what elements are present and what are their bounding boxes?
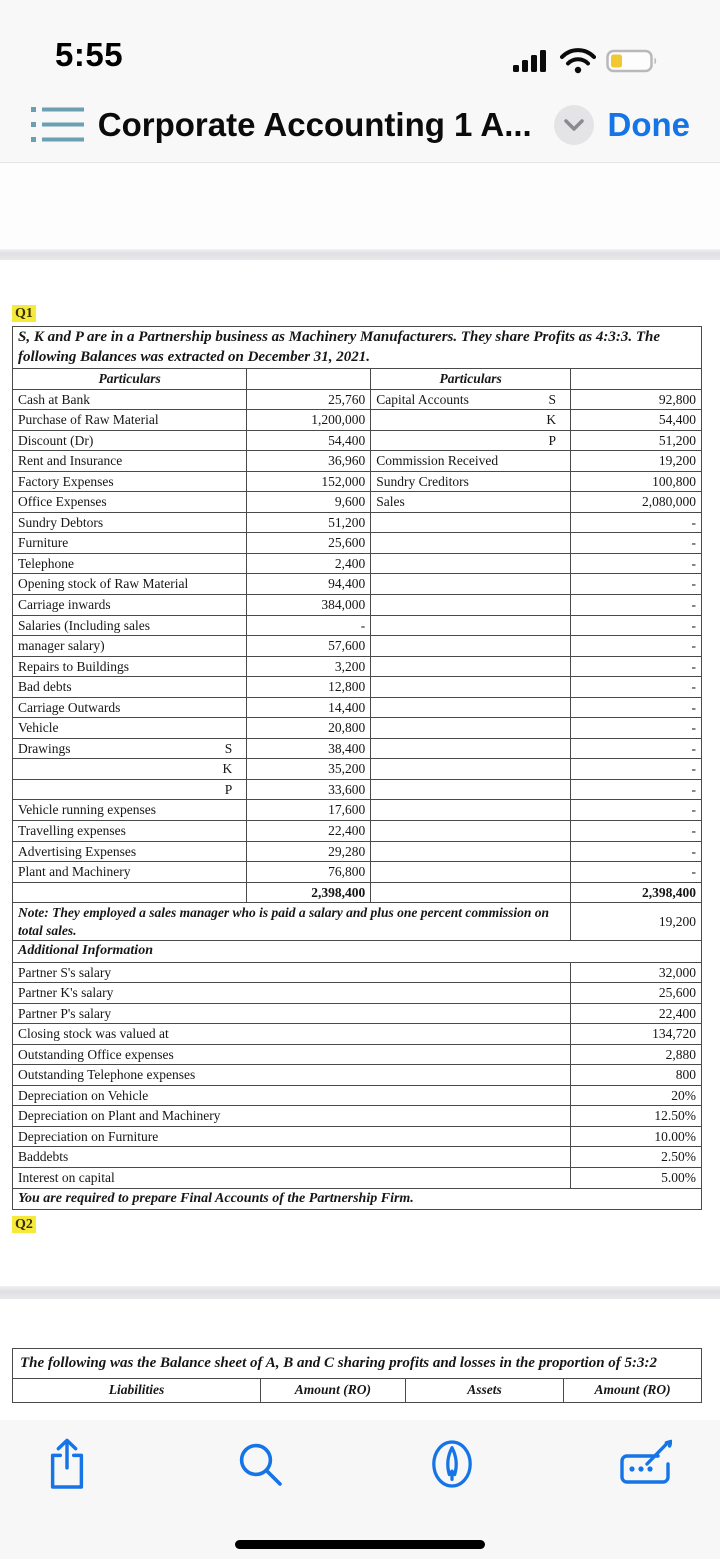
header-row: [13, 369, 702, 390]
document-page-2: [0, 1299, 720, 1420]
additional-info-label: Partner S's salary: [13, 962, 571, 983]
additional-info-value: 134,720: [571, 1024, 702, 1045]
amount-cell: -: [571, 759, 702, 780]
particulars-cell: [371, 862, 571, 883]
table-row: [13, 800, 702, 821]
table-row: [13, 677, 702, 698]
amount-ro-header-left: Amount (RO): [261, 1378, 406, 1402]
question-2-intro-text: The following was the Balance sheet of A, B and C sharing profits and losses in the proportion of 5:3:2: [13, 1349, 702, 1379]
particulars-cell: Repairs to Buildings: [13, 656, 247, 677]
additional-info-row: [13, 962, 702, 983]
particulars-header-right: Particulars: [371, 369, 571, 390]
amount-cell: 2,398,400: [571, 882, 702, 903]
particulars-cell: Telephone: [13, 553, 247, 574]
additional-info-label: Partner P's salary: [13, 1003, 571, 1024]
additional-info-row: [13, 1147, 702, 1168]
amount-cell: 14,400: [247, 697, 371, 718]
particulars-cell: [371, 882, 571, 903]
additional-info-value: 22,400: [571, 1003, 702, 1024]
table-row: [13, 430, 702, 451]
particulars-cell: [371, 574, 571, 595]
balances-rows: [13, 389, 702, 903]
page-separator: [0, 249, 720, 260]
amount-cell: -: [571, 615, 702, 636]
particulars-cell: [371, 512, 571, 533]
liabilities-header: Liabilities: [13, 1378, 261, 1402]
additional-info-label: Depreciation on Vehicle: [13, 1085, 571, 1106]
additional-info-label: Interest on capital: [13, 1167, 571, 1188]
amount-cell: 19,200: [571, 451, 702, 472]
amount-cell: 35,200: [247, 759, 371, 780]
requirement-row: [13, 1188, 702, 1209]
additional-info-value: 32,000: [571, 962, 702, 983]
particulars-cell: Carriage inwards: [13, 595, 247, 616]
amount-cell: 100,800: [571, 471, 702, 492]
additional-info-row: [13, 1167, 702, 1188]
amount-cell: 20,800: [247, 718, 371, 739]
particulars-cell: P: [13, 779, 247, 800]
table-row: [13, 410, 702, 431]
additional-info-label: Depreciation on Plant and Machinery: [13, 1106, 571, 1127]
amount-cell: 38,400: [247, 738, 371, 759]
wifi-icon: [560, 48, 596, 74]
amount-cell: 9,600: [247, 492, 371, 513]
particulars-cell: [371, 553, 571, 574]
particulars-cell: Bad debts: [13, 677, 247, 698]
amount-cell: -: [571, 533, 702, 554]
amount-cell: -: [571, 779, 702, 800]
amount-cell: 36,960: [247, 451, 371, 472]
table-row: [13, 492, 702, 513]
particulars-cell: [371, 697, 571, 718]
bottom-toolbar: [0, 1420, 720, 1559]
particulars-cell: manager salary): [13, 636, 247, 657]
additional-info-value: 2.50%: [571, 1147, 702, 1168]
top-chrome: [0, 0, 720, 163]
amount-cell: -: [247, 615, 371, 636]
additional-info-row: [13, 1106, 702, 1127]
particulars-cell: Discount (Dr): [13, 430, 247, 451]
particulars-cell: K: [13, 759, 247, 780]
amount-cell: 51,200: [247, 512, 371, 533]
additional-info-label: Baddebts: [13, 1147, 571, 1168]
particulars-cell: P: [371, 430, 571, 451]
additional-info-value: 2,880: [571, 1044, 702, 1065]
amount-cell: 2,400: [247, 553, 371, 574]
particulars-cell: [371, 533, 571, 554]
additional-info-row: [13, 1003, 702, 1024]
markup-pen-icon: [429, 1438, 475, 1490]
amount-cell: 1,200,000: [247, 410, 371, 431]
search-button[interactable]: [233, 1436, 287, 1492]
amount-cell: 25,760: [247, 389, 371, 410]
note-value: 19,200: [571, 903, 702, 941]
amount-cell: 92,800: [571, 389, 702, 410]
additional-info-value: 12.50%: [571, 1106, 702, 1127]
table-row: [13, 615, 702, 636]
particulars-cell: Opening stock of Raw Material: [13, 574, 247, 595]
table-row: [13, 821, 702, 842]
amount-cell: 76,800: [247, 862, 371, 883]
table-row: [13, 718, 702, 739]
battery-icon: [606, 48, 660, 74]
particulars-cell: Rent and Insurance: [13, 451, 247, 472]
particulars-cell: Vehicle running expenses: [13, 800, 247, 821]
particulars-cell: [371, 677, 571, 698]
additional-info-row: [13, 983, 702, 1004]
additional-info-label: Outstanding Office expenses: [13, 1044, 571, 1065]
document-title: Corporate Accounting 1 A...: [97, 106, 532, 143]
table-row: [13, 759, 702, 780]
amount-header-right: [571, 369, 702, 390]
additional-info-label: Partner K's salary: [13, 983, 571, 1004]
table-row: [13, 553, 702, 574]
amount-cell: 384,000: [247, 595, 371, 616]
amount-cell: 2,398,400: [247, 882, 371, 903]
table-row: [13, 697, 702, 718]
amount-ro-header-right: Amount (RO): [564, 1378, 702, 1402]
particulars-cell: Advertising Expenses: [13, 841, 247, 862]
particulars-cell: Sales: [371, 492, 571, 513]
additional-info-label: Depreciation on Furniture: [13, 1126, 571, 1147]
table-row: [13, 595, 702, 616]
chevron-down-icon: [564, 119, 584, 131]
status-time: 5:55: [55, 36, 124, 73]
page-separator-2: [0, 1286, 720, 1299]
question-2-label: Q2: [12, 1216, 36, 1233]
particulars-cell: K: [371, 410, 571, 431]
additional-info-value: 10.00%: [571, 1126, 702, 1147]
particulars-cell: Travelling expenses: [13, 821, 247, 842]
trial-balance-table: [12, 326, 702, 1210]
question-1-label: Q1: [12, 305, 36, 322]
particulars-cell: Carriage Outwards: [13, 697, 247, 718]
additional-info-title: Additional Information: [13, 941, 702, 962]
particulars-cell: Sundry Debtors: [13, 512, 247, 533]
amount-cell: 57,600: [247, 636, 371, 657]
amount-cell: -: [571, 574, 702, 595]
amount-cell: -: [571, 718, 702, 739]
amount-cell: -: [571, 553, 702, 574]
particulars-cell: Drawings S: [13, 738, 247, 759]
particulars-cell: Capital Accounts S: [371, 389, 571, 410]
question-intro-text: S, K and P are in a Partnership business as Machinery Manufacturers. They share Profits as 4:3:3. The following Balances was extracted on December 31, 2021.: [13, 327, 702, 369]
additional-info-value: 20%: [571, 1085, 702, 1106]
additional-info-row: [13, 1044, 702, 1065]
particulars-header-left: Particulars: [13, 369, 247, 390]
table-row: [13, 738, 702, 759]
amount-cell: 152,000: [247, 471, 371, 492]
requirement-text: You are required to prepare Final Accounts of the Partnership Firm.: [13, 1188, 702, 1209]
additional-info-value: 5.00%: [571, 1167, 702, 1188]
document-page-1: [0, 260, 720, 1286]
particulars-cell: Sundry Creditors: [371, 471, 571, 492]
home-indicator[interactable]: [235, 1540, 485, 1549]
header-row-2: [13, 1378, 702, 1402]
additional-info-row: [13, 1024, 702, 1045]
additional-info-row: [13, 1065, 702, 1086]
title-menu-button[interactable]: [554, 105, 594, 145]
particulars-cell: [371, 718, 571, 739]
amount-cell: -: [571, 841, 702, 862]
table-row: [13, 471, 702, 492]
particulars-cell: [13, 882, 247, 903]
status-bar: [0, 0, 720, 88]
amount-header-left: [247, 369, 371, 390]
particulars-cell: [371, 636, 571, 657]
particulars-cell: Salaries (Including sales: [13, 615, 247, 636]
particulars-cell: Purchase of Raw Material: [13, 410, 247, 431]
amount-cell: -: [571, 800, 702, 821]
table-row: [13, 389, 702, 410]
search-icon: [236, 1440, 284, 1488]
signature-button[interactable]: [618, 1436, 672, 1492]
particulars-cell: [371, 595, 571, 616]
markup-button[interactable]: [425, 1436, 479, 1492]
table-row: [13, 779, 702, 800]
particulars-cell: Commission Received: [371, 451, 571, 472]
additional-info-label: Closing stock was valued at: [13, 1024, 571, 1045]
amount-cell: -: [571, 862, 702, 883]
amount-cell: 33,600: [247, 779, 371, 800]
note-row: [13, 903, 702, 941]
particulars-cell: Plant and Machinery: [13, 862, 247, 883]
table-row: [13, 636, 702, 657]
table-row: [13, 574, 702, 595]
amount-cell: 3,200: [247, 656, 371, 677]
particulars-cell: [371, 841, 571, 862]
note-text: Note: They employed a sales manager who is paid a salary and plus one percent commission on total sales.: [13, 903, 571, 941]
amount-cell: 94,400: [247, 574, 371, 595]
balance-sheet-table: [12, 1348, 702, 1403]
page-gap: [0, 163, 720, 249]
share-icon: [44, 1437, 90, 1491]
table-row: [13, 512, 702, 533]
amount-cell: 22,400: [247, 821, 371, 842]
amount-cell: -: [571, 677, 702, 698]
nav-bar: [0, 88, 720, 162]
amount-cell: -: [571, 821, 702, 842]
bullet-list-icon: [30, 104, 86, 146]
amount-cell: 2,080,000: [571, 492, 702, 513]
share-button[interactable]: [40, 1436, 94, 1492]
amount-cell: -: [571, 697, 702, 718]
cellular-signal-icon: [512, 48, 550, 74]
amount-cell: 17,600: [247, 800, 371, 821]
signature-icon: [618, 1439, 672, 1489]
additional-info-value: 800: [571, 1065, 702, 1086]
additional-info-title-row: [13, 941, 702, 962]
amount-cell: 51,200: [571, 430, 702, 451]
amount-cell: 54,400: [247, 430, 371, 451]
intro-row-2: [13, 1349, 702, 1379]
particulars-cell: Factory Expenses: [13, 471, 247, 492]
amount-cell: 12,800: [247, 677, 371, 698]
particulars-cell: [371, 821, 571, 842]
status-icons: [512, 48, 660, 74]
table-row: [13, 862, 702, 883]
amount-cell: 54,400: [571, 410, 702, 431]
intro-row: [13, 327, 702, 369]
particulars-cell: [371, 656, 571, 677]
amount-cell: 25,600: [247, 533, 371, 554]
amount-cell: 29,280: [247, 841, 371, 862]
particulars-cell: Vehicle: [13, 718, 247, 739]
amount-cell: -: [571, 512, 702, 533]
table-row: [13, 841, 702, 862]
table-row: [13, 656, 702, 677]
amount-cell: -: [571, 636, 702, 657]
amount-cell: -: [571, 656, 702, 677]
amount-cell: -: [571, 738, 702, 759]
additional-rows: [13, 962, 702, 1188]
table-of-contents-button[interactable]: [30, 102, 86, 148]
table-row: [13, 882, 702, 903]
table-row: [13, 451, 702, 472]
particulars-cell: [371, 779, 571, 800]
particulars-cell: [371, 800, 571, 821]
particulars-cell: [371, 738, 571, 759]
particulars-cell: Office Expenses: [13, 492, 247, 513]
amount-cell: -: [571, 595, 702, 616]
done-button[interactable]: Done: [607, 106, 690, 143]
additional-info-value: 25,600: [571, 983, 702, 1004]
particulars-cell: [371, 759, 571, 780]
additional-info-row: [13, 1085, 702, 1106]
assets-header: Assets: [405, 1378, 563, 1402]
particulars-cell: [371, 615, 571, 636]
particulars-cell: Furniture: [13, 533, 247, 554]
table-row: [13, 533, 702, 554]
additional-info-row: [13, 1126, 702, 1147]
particulars-cell: Cash at Bank: [13, 389, 247, 410]
additional-info-label: Outstanding Telephone expenses: [13, 1065, 571, 1086]
